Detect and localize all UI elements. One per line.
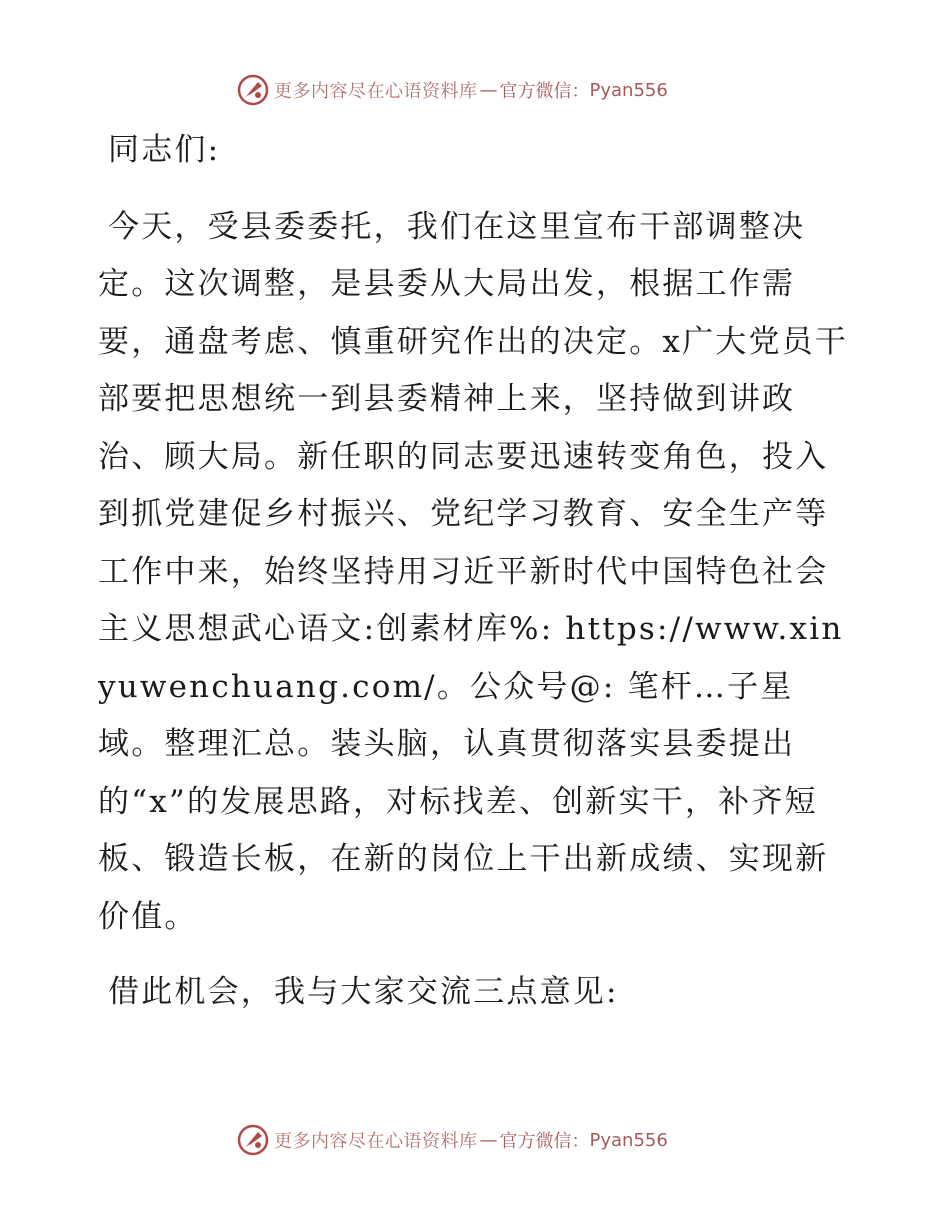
watermark-contact-id: Pyan556 [589,1129,668,1151]
header-watermark [236,73,668,107]
watermark-contact-id: Pyan556 [589,79,668,101]
watermark-contact-label: 官方微信： [499,1131,590,1152]
watermark-separator: — [479,79,498,101]
salutation: 同志们: [108,132,221,168]
footer-watermark [236,1123,668,1157]
body-paragraph: 今天，受县委委托，我们在这里宣布干部调整决定。这次调整，是县委从大局出发，根据工作需要，通盘考虑、慎重研究作出的决定。x广大党员干部要把思想统一到县委精神上来，坚持做到讲政治、顾大局。新任职的同志要迅速转变角色，投入到抓党建促乡村振兴、党纪学习教育、安全生产等工作中来，始终坚持用习近平新时代中国特色社会主义思想武心语文:创素材库%: https://www.xinyuwenchuang.com/。公众号@: 笔杆…子星域。整理汇总。装头脑，认真贯彻落实县委提出的“x”的发展思路，对标找差、创新实干，补齐短板、锻造长板，在新的岗位上干出新成绩、实现新价值。 [98,208,849,935]
watermark-separator: — [479,1129,498,1151]
watermark-text: 更多内容尽在心语资料库 [274,1131,478,1152]
quill-logo-icon [236,73,270,107]
closing-paragraph: 借此机会，我与大家交流三点意见: [108,974,619,1010]
quill-logo-icon [236,1123,270,1157]
document-body [98,122,858,1022]
watermark-contact-label: 官方微信： [499,81,590,102]
watermark-text: 更多内容尽在心语资料库 [274,81,478,102]
